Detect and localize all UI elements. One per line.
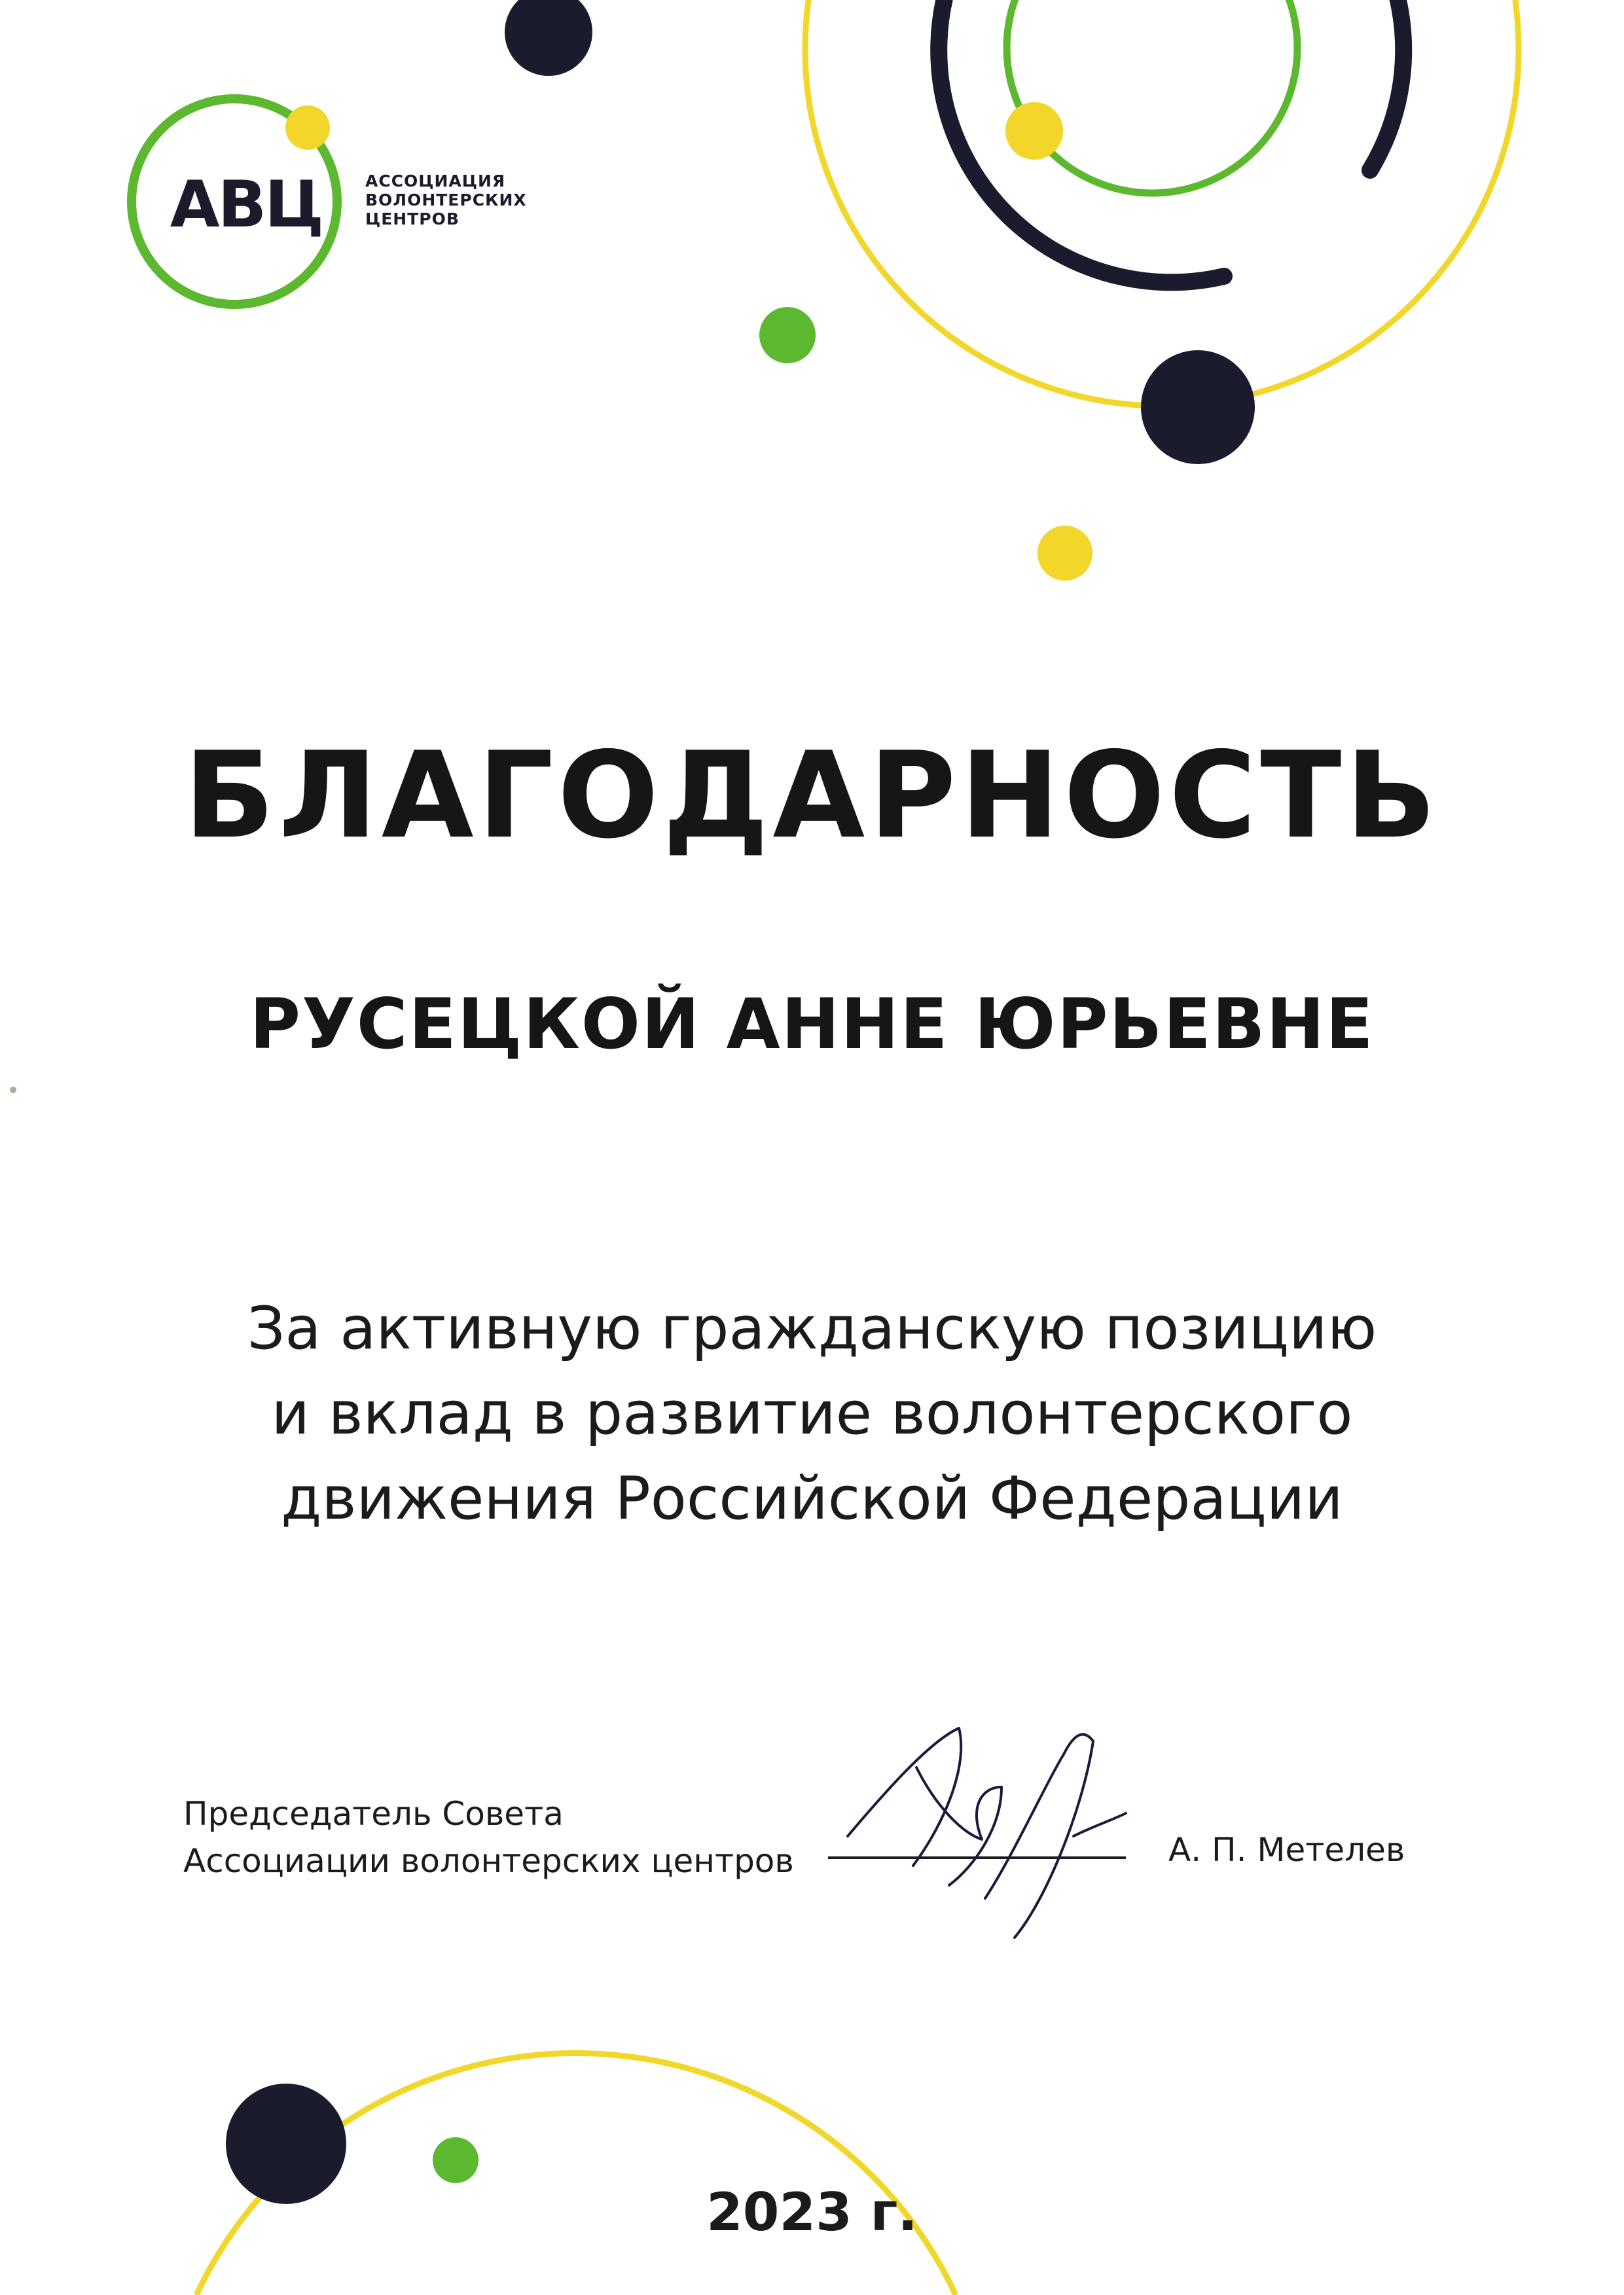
yellow-dot-small	[1038, 526, 1092, 581]
navy-dot-top	[505, 0, 592, 76]
logo-yellow-dot	[285, 105, 330, 150]
signatory-role-line-2: Ассоциации волонтерских центров	[183, 1842, 794, 1880]
green-dot-bottom	[433, 2137, 478, 2183]
green-ring-small	[1007, 0, 1297, 193]
green-dot	[759, 307, 816, 363]
logo-caption-line-1: АССОЦИАЦИЯ	[365, 172, 506, 190]
reason-line-3: движения Российской Федерации	[281, 1464, 1343, 1533]
signatory-role-line-1: Председатель Совета	[183, 1795, 564, 1833]
reason-line-1: За активную гражданскую позицию	[247, 1294, 1377, 1363]
logo-caption-line-3: ЦЕНТРОВ	[365, 209, 460, 228]
issue-year: 2023 г.	[706, 2182, 918, 2243]
yellow-dot-arc	[1005, 102, 1063, 160]
logo-caption	[365, 172, 527, 228]
signatory-role	[183, 1790, 794, 1885]
signatory-name: А. П. Метелев	[1168, 1831, 1405, 1869]
signature-scribble	[848, 1728, 1126, 1938]
navy-dot-large	[1141, 350, 1255, 464]
recipient-name: РУСЕЦКОЙ АННЕ ЮРЬЕВНЕ	[249, 984, 1375, 1064]
reason-line-2: и вклад в развитие волонтерского	[271, 1379, 1353, 1448]
award-reason	[0, 1286, 1624, 1542]
logo-caption-line-2: ВОЛОНТЕРСКИХ	[365, 190, 527, 209]
logo-mark: АВЦ	[170, 168, 323, 242]
certificate-title: БЛАГОДАРНОСТЬ	[183, 726, 1441, 865]
paper-speck	[10, 1087, 16, 1093]
